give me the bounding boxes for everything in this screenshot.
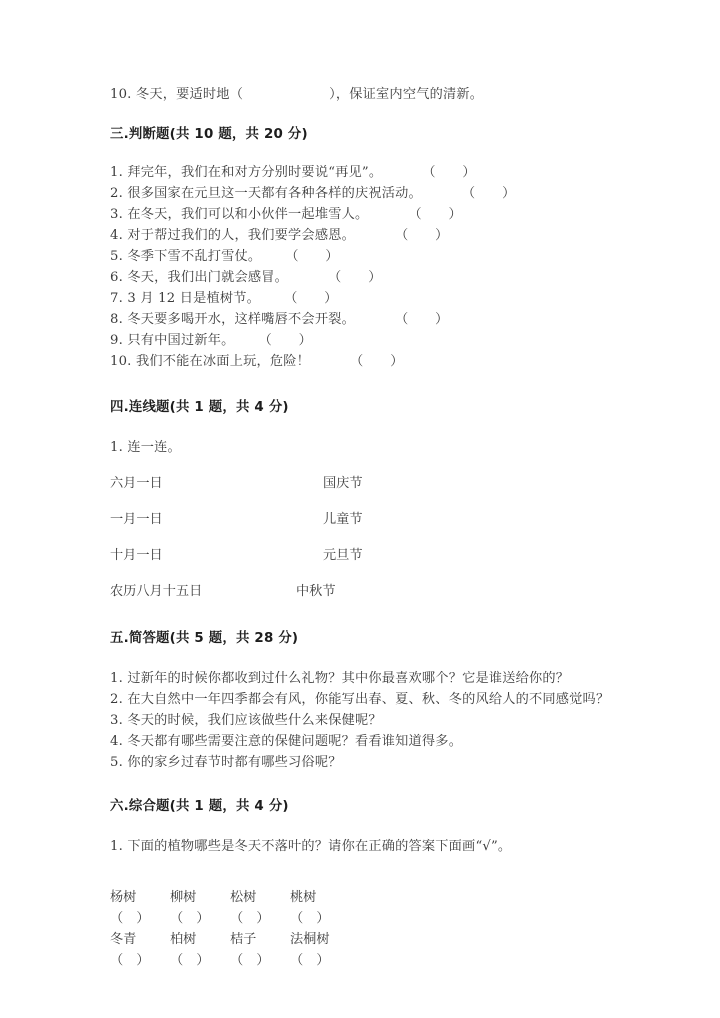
item-number: 10. <box>110 354 132 369</box>
matching-prompt: 1. 连一连。 <box>110 440 181 455</box>
item-text: 只有中国过新年。 <box>127 333 235 348</box>
tree-label-row <box>110 887 610 908</box>
matching-right-item[interactable]: 国庆节 <box>323 476 363 491</box>
true-false-list <box>110 162 610 372</box>
true-false-item <box>110 246 610 267</box>
item-number: 4. <box>110 734 123 749</box>
item-number: 3. <box>110 713 123 728</box>
true-false-item <box>110 204 610 225</box>
item-text: 拜完年，我们在和对方分别时要说“再见”。 <box>127 165 383 180</box>
matching-row <box>110 545 610 581</box>
answer-parenthesis[interactable]: （ ） <box>258 333 313 348</box>
tree-answer-parenthesis[interactable]: （ ） <box>110 911 150 926</box>
tree-label: 法桐树 <box>290 932 330 947</box>
tree-answer-row <box>110 950 610 971</box>
tree-label: 冬青 <box>110 932 137 947</box>
tree-answer-parenthesis[interactable]: （ ） <box>290 953 330 968</box>
item-text: 冬天，我们出门就会感冒。 <box>127 270 289 285</box>
tree-answer-parenthesis[interactable]: （ ） <box>170 911 210 926</box>
matching-left-item[interactable]: 六月一日 <box>110 476 163 491</box>
true-false-item <box>110 288 610 309</box>
item-text: 很多国家在元旦这一天都有各种各样的庆祝活动。 <box>127 186 422 201</box>
item-text: 在大自然中一年四季都会有风，你能写出春、夏、秋、冬的风给人的不同感觉吗？ <box>127 692 610 707</box>
matching-left-item[interactable]: 农历八月十五日 <box>110 584 203 599</box>
section-heading-matching: 四.连线题(共 1 题，共 4 分) <box>110 400 289 415</box>
short-answer-list <box>110 668 610 773</box>
item-number: 8. <box>110 312 123 327</box>
answer-parenthesis[interactable]: （ ） <box>408 207 462 222</box>
tree-label: 桃树 <box>290 890 317 905</box>
item-number: 6. <box>110 270 123 285</box>
true-false-item <box>110 351 610 372</box>
item-text: 冬天都有哪些需要注意的保健问题呢？看看谁知道得多。 <box>127 734 463 749</box>
answer-parenthesis[interactable]: （ ） <box>394 312 449 327</box>
answer-parenthesis[interactable]: （ ） <box>350 354 404 369</box>
item-number: 9. <box>110 333 123 348</box>
matching-row <box>110 509 610 545</box>
tree-label: 桔子 <box>230 932 257 947</box>
true-false-item <box>110 225 610 246</box>
tree-label-row <box>110 929 610 950</box>
tree-answer-parenthesis[interactable]: （ ） <box>170 953 210 968</box>
item-number: 7. <box>110 291 123 306</box>
item-text: 对于帮过我们的人，我们要学会感恩。 <box>127 228 355 243</box>
section-heading-short-answer: 五.简答题(共 5 题，共 28 分) <box>110 631 299 646</box>
tree-label: 柏树 <box>170 932 197 947</box>
true-false-item <box>110 309 610 330</box>
item-text-before: 冬天，要适时地（ <box>135 87 244 102</box>
section-heading-true-false: 三.判断题(共 10 题，共 20 分) <box>110 127 308 142</box>
item-number: 2. <box>110 692 123 707</box>
item-text: 冬天的时候，我们应该做些什么来保健呢？ <box>127 713 382 728</box>
item-number: 2. <box>110 186 123 201</box>
item-number: 4. <box>110 228 123 243</box>
true-false-item <box>110 183 610 204</box>
true-false-item <box>110 330 610 351</box>
answer-parenthesis[interactable]: （ ） <box>461 186 516 201</box>
matching-list <box>110 473 610 617</box>
tree-answer-parenthesis[interactable]: （ ） <box>110 953 150 968</box>
item-number: 10. <box>110 87 132 102</box>
item-number: 1. <box>110 165 123 180</box>
answer-parenthesis[interactable]: （ ） <box>394 228 449 243</box>
tree-answer-row <box>110 908 610 929</box>
matching-row <box>110 473 610 509</box>
answer-parenthesis[interactable]: （ ） <box>285 249 339 264</box>
item-text: 3 月 12 日是植树节。 <box>127 291 261 306</box>
tree-answer-parenthesis[interactable]: （ ） <box>230 953 270 968</box>
short-answer-item <box>110 668 610 689</box>
fill-blank-item-10 <box>110 84 610 105</box>
item-text: 我们不能在冰面上玩，危险！ <box>135 354 311 369</box>
item-text: 过新年的时候你都收到过什么礼物？其中你最喜欢哪个？它是谁送给你的？ <box>127 671 570 686</box>
worksheet-content <box>110 84 610 971</box>
tree-label: 松树 <box>230 890 257 905</box>
item-text-after: ），保证室内空气的清新。 <box>329 87 484 102</box>
item-text: 在冬天，我们可以和小伙伴一起堆雪人。 <box>127 207 369 222</box>
item-number: 5. <box>110 249 123 264</box>
matching-row <box>110 581 610 617</box>
matching-left-item[interactable]: 一月一日 <box>110 512 163 527</box>
tree-label: 杨树 <box>110 890 137 905</box>
matching-left-item[interactable]: 十月一日 <box>110 548 163 563</box>
matching-right-item[interactable]: 元旦节 <box>323 548 363 563</box>
matching-right-item[interactable]: 中秋节 <box>296 584 336 599</box>
comprehensive-prompt: 1. 下面的植物哪些是冬天不落叶的？请你在正确的答案下面画“√”。 <box>110 839 512 854</box>
short-answer-item <box>110 710 610 731</box>
short-answer-item <box>110 689 610 710</box>
section-heading-comprehensive: 六.综合题(共 1 题，共 4 分) <box>110 799 289 814</box>
true-false-item <box>110 162 610 183</box>
tree-answer-parenthesis[interactable]: （ ） <box>230 911 270 926</box>
true-false-item <box>110 267 610 288</box>
item-text: 你的家乡过春节时都有哪些习俗呢？ <box>127 755 342 770</box>
answer-parenthesis[interactable]: （ ） <box>284 291 338 306</box>
short-answer-item <box>110 752 610 773</box>
item-text: 冬天要多喝开水，这样嘴唇不会开裂。 <box>127 312 355 327</box>
matching-right-item[interactable]: 儿童节 <box>323 512 363 527</box>
item-text: 冬季下雪不乱打雪仗。 <box>127 249 262 264</box>
answer-parenthesis[interactable]: （ ） <box>422 165 476 180</box>
short-answer-item <box>110 731 610 752</box>
item-number: 1. <box>110 671 123 686</box>
item-number: 3. <box>110 207 123 222</box>
answer-parenthesis[interactable]: （ ） <box>328 270 382 285</box>
tree-label: 柳树 <box>170 890 197 905</box>
item-number: 5. <box>110 755 123 770</box>
tree-answer-grid <box>110 887 610 971</box>
tree-answer-parenthesis[interactable]: （ ） <box>290 911 330 926</box>
